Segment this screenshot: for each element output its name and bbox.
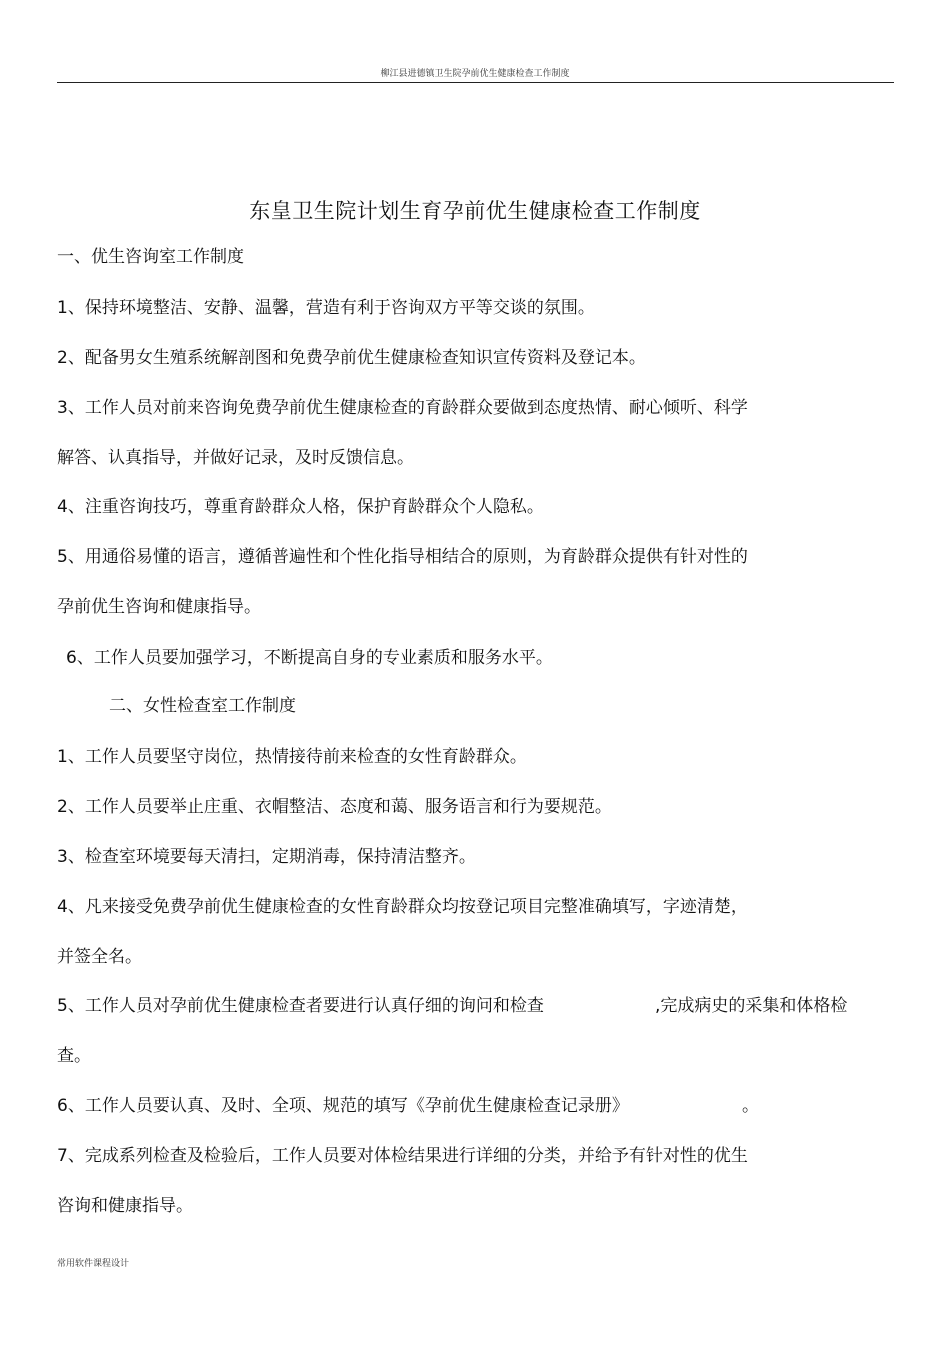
page-footer: 常用软件课程设计: [57, 1259, 130, 1269]
paragraph-line: 5、用通俗易懂的语言，遵循普遍性和个性化指导相结合的原则，为育龄群众提供有针对性的: [57, 547, 748, 567]
paragraph-line: 1、保持环境整洁、安静、温馨，营造有利于咨询双方平等交谈的氛围。: [57, 298, 595, 318]
paragraph-line-period: 。: [742, 1096, 759, 1116]
section-heading-female-exam: 二、女性检查室工作制度: [109, 696, 296, 716]
paragraph-line: 2、配备男女生殖系统解剖图和免费孕前优生健康检查知识宣传资料及登记本。: [57, 348, 646, 368]
paragraph-line-continuation: ,完成病史的采集和体格检: [655, 996, 848, 1016]
paragraph-line: 查。: [57, 1046, 91, 1066]
paragraph-line: 解答、认真指导，并做好记录，及时反馈信息。: [57, 448, 414, 468]
paragraph-line: 孕前优生咨询和健康指导。: [57, 597, 261, 617]
paragraph-line: 6、工作人员要认真、及时、全项、规范的填写《孕前优生健康检查记录册》: [57, 1096, 629, 1116]
header-divider: [57, 82, 894, 83]
paragraph-line: 6、工作人员要加强学习，不断提高自身的专业素质和服务水平。: [66, 648, 553, 668]
paragraph-line: 5、工作人员对孕前优生健康检查者要进行认真仔细的询问和检查: [57, 996, 544, 1016]
paragraph-line: 4、注重咨询技巧，尊重育龄群众人格，保护育龄群众个人隐私。: [57, 497, 544, 517]
paragraph-line: 7、完成系列检查及检验后，工作人员要对体检结果进行详细的分类，并给予有针对性的优生: [57, 1146, 748, 1166]
document-title: 东皇卫生院计划生育孕前优生健康检查工作制度: [249, 199, 701, 223]
section-heading-consultation: 一、优生咨询室工作制度: [57, 247, 244, 267]
paragraph-line: 2、工作人员要举止庄重、衣帽整洁、态度和蔼、服务语言和行为要规范。: [57, 797, 612, 817]
paragraph-line: 3、检查室环境要每天清扫，定期消毒，保持清洁整齐。: [57, 847, 476, 867]
paragraph-line: 4、凡来接受免费孕前优生健康检查的女性育龄群众均按登记项目完整准确填写，字迹清楚，: [57, 897, 748, 917]
page-header: 柳江县进德镇卫生院孕前优生健康检查工作制度: [380, 69, 570, 79]
paragraph-line: 并签全名。: [57, 947, 142, 967]
paragraph-line: 1、工作人员要坚守岗位，热情接待前来检查的女性育龄群众。: [57, 747, 527, 767]
paragraph-line: 咨询和健康指导。: [57, 1196, 193, 1216]
paragraph-line: 3、工作人员对前来咨询免费孕前优生健康检查的育龄群众要做到态度热情、耐心倾听、科学: [57, 398, 748, 418]
